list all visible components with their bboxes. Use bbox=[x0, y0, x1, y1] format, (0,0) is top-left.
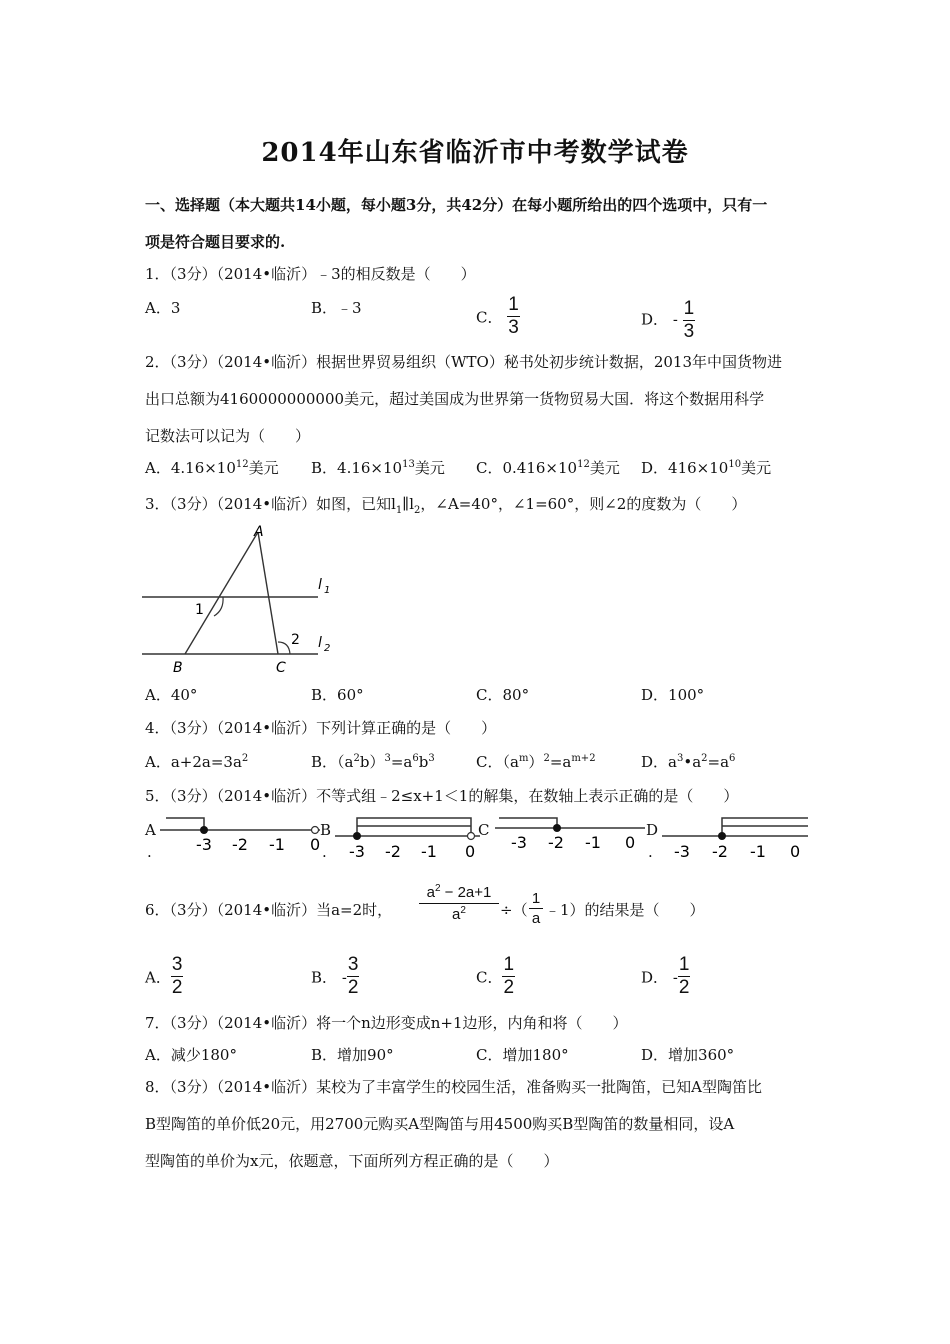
segment-ac bbox=[258, 532, 278, 654]
svg-text:-2: -2 bbox=[712, 842, 728, 861]
q2-option-a: A．$4.16\times 10^{12}$美元 bbox=[145, 459, 279, 477]
q5-stem: 5．（3分）（2014•临沂）不等式组﹣2≤x+1＜1的解集，在数轴上表示正确的是（ ） bbox=[145, 787, 739, 805]
q7-stem: 7．（3分）（2014•临沂）将一个n边形变成n+1边形，内角和将（ ） bbox=[145, 1014, 628, 1032]
q1-stem: 1．（3分）（2014•临沂）﹣3的相反数是（ ） bbox=[145, 265, 476, 283]
q7-option-b: B．增加90° bbox=[311, 1046, 394, 1064]
q3-option-a: A．40° bbox=[145, 686, 198, 704]
svg-text:-1: -1 bbox=[269, 835, 285, 854]
svg-text:-1: -1 bbox=[421, 842, 437, 861]
q3-figure bbox=[140, 520, 350, 680]
page-title: 2014年山东省临沂市中考数学试卷 bbox=[261, 138, 689, 168]
svg-text:-2: -2 bbox=[548, 833, 564, 852]
q2-option-c: C．$0.416\times 10^{12}$美元 bbox=[476, 459, 620, 477]
q1-option-b: B．﹣3 bbox=[311, 299, 362, 317]
q2-option-d: D．$416\times 10^{10}$美元 bbox=[641, 459, 772, 477]
svg-text:-1: -1 bbox=[750, 842, 766, 861]
q4-option-c: C．$(a^m)^2=a^{m+2}$ bbox=[476, 753, 596, 771]
q5-a-hollow-dot bbox=[312, 827, 319, 834]
q5-a-solid-dot bbox=[200, 826, 208, 834]
q4-option-b: B．$(a^2b)^3=a^6b^3$ bbox=[311, 753, 435, 771]
q5-option-d-dot: . bbox=[648, 843, 653, 861]
q6-denominator: $a^2$ bbox=[452, 905, 466, 923]
vertex-c-label: C bbox=[276, 660, 286, 676]
q2-line1: 2．（3分）（2014•临沂）根据世界贸易组织（WTO）秘书处初步统计数据，2013年中国货物进 bbox=[145, 353, 783, 371]
q2-option-b: B．$4.16\times 10^{13}$美元 bbox=[311, 459, 445, 477]
q2-line2: 出口总额为4160000000000美元，超过美国成为世界第一货物贸易大国．将这个数据用科学 bbox=[145, 390, 765, 408]
q8-line1: 8．（3分）（2014•临沂）某校为了丰富学生的校园生活，准备购买一批陶笛，已知A型陶笛比 bbox=[145, 1078, 762, 1096]
angle-2-arc bbox=[278, 642, 290, 654]
q3-option-d: D．100° bbox=[641, 686, 705, 704]
q6-option-d: D． - $\frac{1}{2}$ bbox=[641, 954, 690, 998]
angle-1-arc bbox=[214, 597, 223, 616]
q3-option-c: C．80° bbox=[476, 686, 530, 704]
q5-option-a-numberline bbox=[160, 810, 320, 860]
svg-text:0: 0 bbox=[625, 833, 636, 852]
svg-text:-3: -3 bbox=[674, 842, 690, 861]
l1-label: l bbox=[318, 577, 322, 593]
svg-text:-3: -3 bbox=[511, 833, 527, 852]
q5-b-hollow-dot bbox=[468, 833, 475, 840]
q5-option-a-label: A bbox=[145, 821, 156, 839]
q3-stem: 3．（3分）（2014•临沂）如图，已知$l_1\parallel l_2$，∠A=40°，∠1=60°，则∠2的度数为（ ） bbox=[145, 495, 747, 516]
q6-inner-fraction: 1 a bbox=[529, 889, 543, 928]
q5-option-b-numberline bbox=[335, 810, 480, 862]
q1-option-a: A．3 bbox=[145, 299, 181, 317]
l1-subscript: 1 bbox=[324, 585, 331, 596]
svg-text:-2: -2 bbox=[385, 842, 401, 861]
q1-option-c bbox=[476, 294, 520, 339]
vertex-a-label: A bbox=[254, 524, 264, 540]
q5-option-c-label: C bbox=[478, 821, 490, 839]
svg-text:-2: -2 bbox=[232, 835, 248, 854]
q3-option-b: B．60° bbox=[311, 686, 364, 704]
q5-option-a-dot: . bbox=[147, 843, 152, 861]
segment-ab bbox=[185, 532, 258, 654]
q2-line3: 记数法可以记为（ ） bbox=[145, 427, 311, 445]
q7-option-a: A．减少180° bbox=[145, 1046, 237, 1064]
q1-option-c-fraction: $\frac{1}{3}$ bbox=[508, 294, 519, 338]
q6-numerator: $a^2 - 2a+1$ bbox=[419, 884, 499, 904]
q5-option-c-numberline bbox=[495, 810, 645, 860]
q8-line3: 型陶笛的单价为x元，依题意，下面所列方程正确的是（ ） bbox=[145, 1152, 559, 1170]
q1-option-d: D． - $\frac{1}{3}$ bbox=[641, 298, 695, 342]
q6-stem-part2: ﹣1）的结果是（ ） bbox=[545, 901, 705, 919]
q6-option-b: B． - $\frac{3}{2}$ bbox=[311, 954, 359, 998]
q6-option-a: A． $\frac{3}{2}$ bbox=[145, 954, 183, 998]
q6-main-fraction bbox=[419, 884, 499, 923]
vertex-b-label: B bbox=[173, 660, 183, 676]
svg-text:0: 0 bbox=[310, 835, 320, 854]
angle-1-label: 1 bbox=[195, 602, 204, 618]
q6-option-c: C． $\frac{1}{2}$ bbox=[476, 954, 515, 998]
q4-stem: 4．（3分）（2014•临沂）下列计算正确的是（ ） bbox=[145, 719, 497, 737]
angle-2-label: 2 bbox=[291, 632, 300, 648]
section-heading-line2: 项是符合题目要求的. bbox=[145, 233, 286, 251]
svg-text:-1: -1 bbox=[585, 833, 601, 852]
q1-option-c-label: C． bbox=[476, 308, 503, 327]
svg-text:0: 0 bbox=[790, 842, 801, 861]
q7-option-c: C．增加180° bbox=[476, 1046, 569, 1064]
q4-option-a: A．$a+2a=3a^2$ bbox=[145, 753, 249, 771]
q5-c-solid-dot bbox=[553, 824, 561, 832]
svg-text:-3: -3 bbox=[349, 842, 365, 861]
q5-d-solid-dot bbox=[718, 832, 726, 840]
q8-line2: B型陶笛的单价低20元，用2700元购买A型陶笛与用4500购买B型陶笛的数量相同，设A bbox=[145, 1115, 735, 1133]
q6-divide: ÷（ bbox=[500, 901, 528, 919]
q4-option-d: D．$a^3•a^2=a^6$ bbox=[641, 753, 736, 771]
q6-stem-part1: 6．（3分）（2014•临沂）当a=2时， bbox=[145, 901, 393, 919]
q7-option-d: D．增加360° bbox=[641, 1046, 735, 1064]
q5-option-d-label: D bbox=[646, 821, 659, 839]
svg-text:0: 0 bbox=[465, 842, 476, 861]
section-heading-line1: 一、选择题（本大题共14小题，每小题3分，共42分）在每小题所给出的四个选项中，只有一 bbox=[145, 196, 768, 214]
q1-option-d-label: D． bbox=[641, 310, 669, 329]
l2-subscript: 2 bbox=[324, 643, 331, 654]
q5-option-b-label: B bbox=[320, 821, 332, 839]
q1-option-d-fraction: $\frac{1}{3}$ bbox=[683, 298, 695, 342]
q5-b-solid-dot bbox=[353, 832, 361, 840]
q5-option-d-numberline bbox=[662, 810, 808, 862]
q5-option-b-dot: . bbox=[322, 843, 327, 861]
svg-text:-3: -3 bbox=[196, 835, 212, 854]
l2-label: l bbox=[318, 635, 322, 651]
